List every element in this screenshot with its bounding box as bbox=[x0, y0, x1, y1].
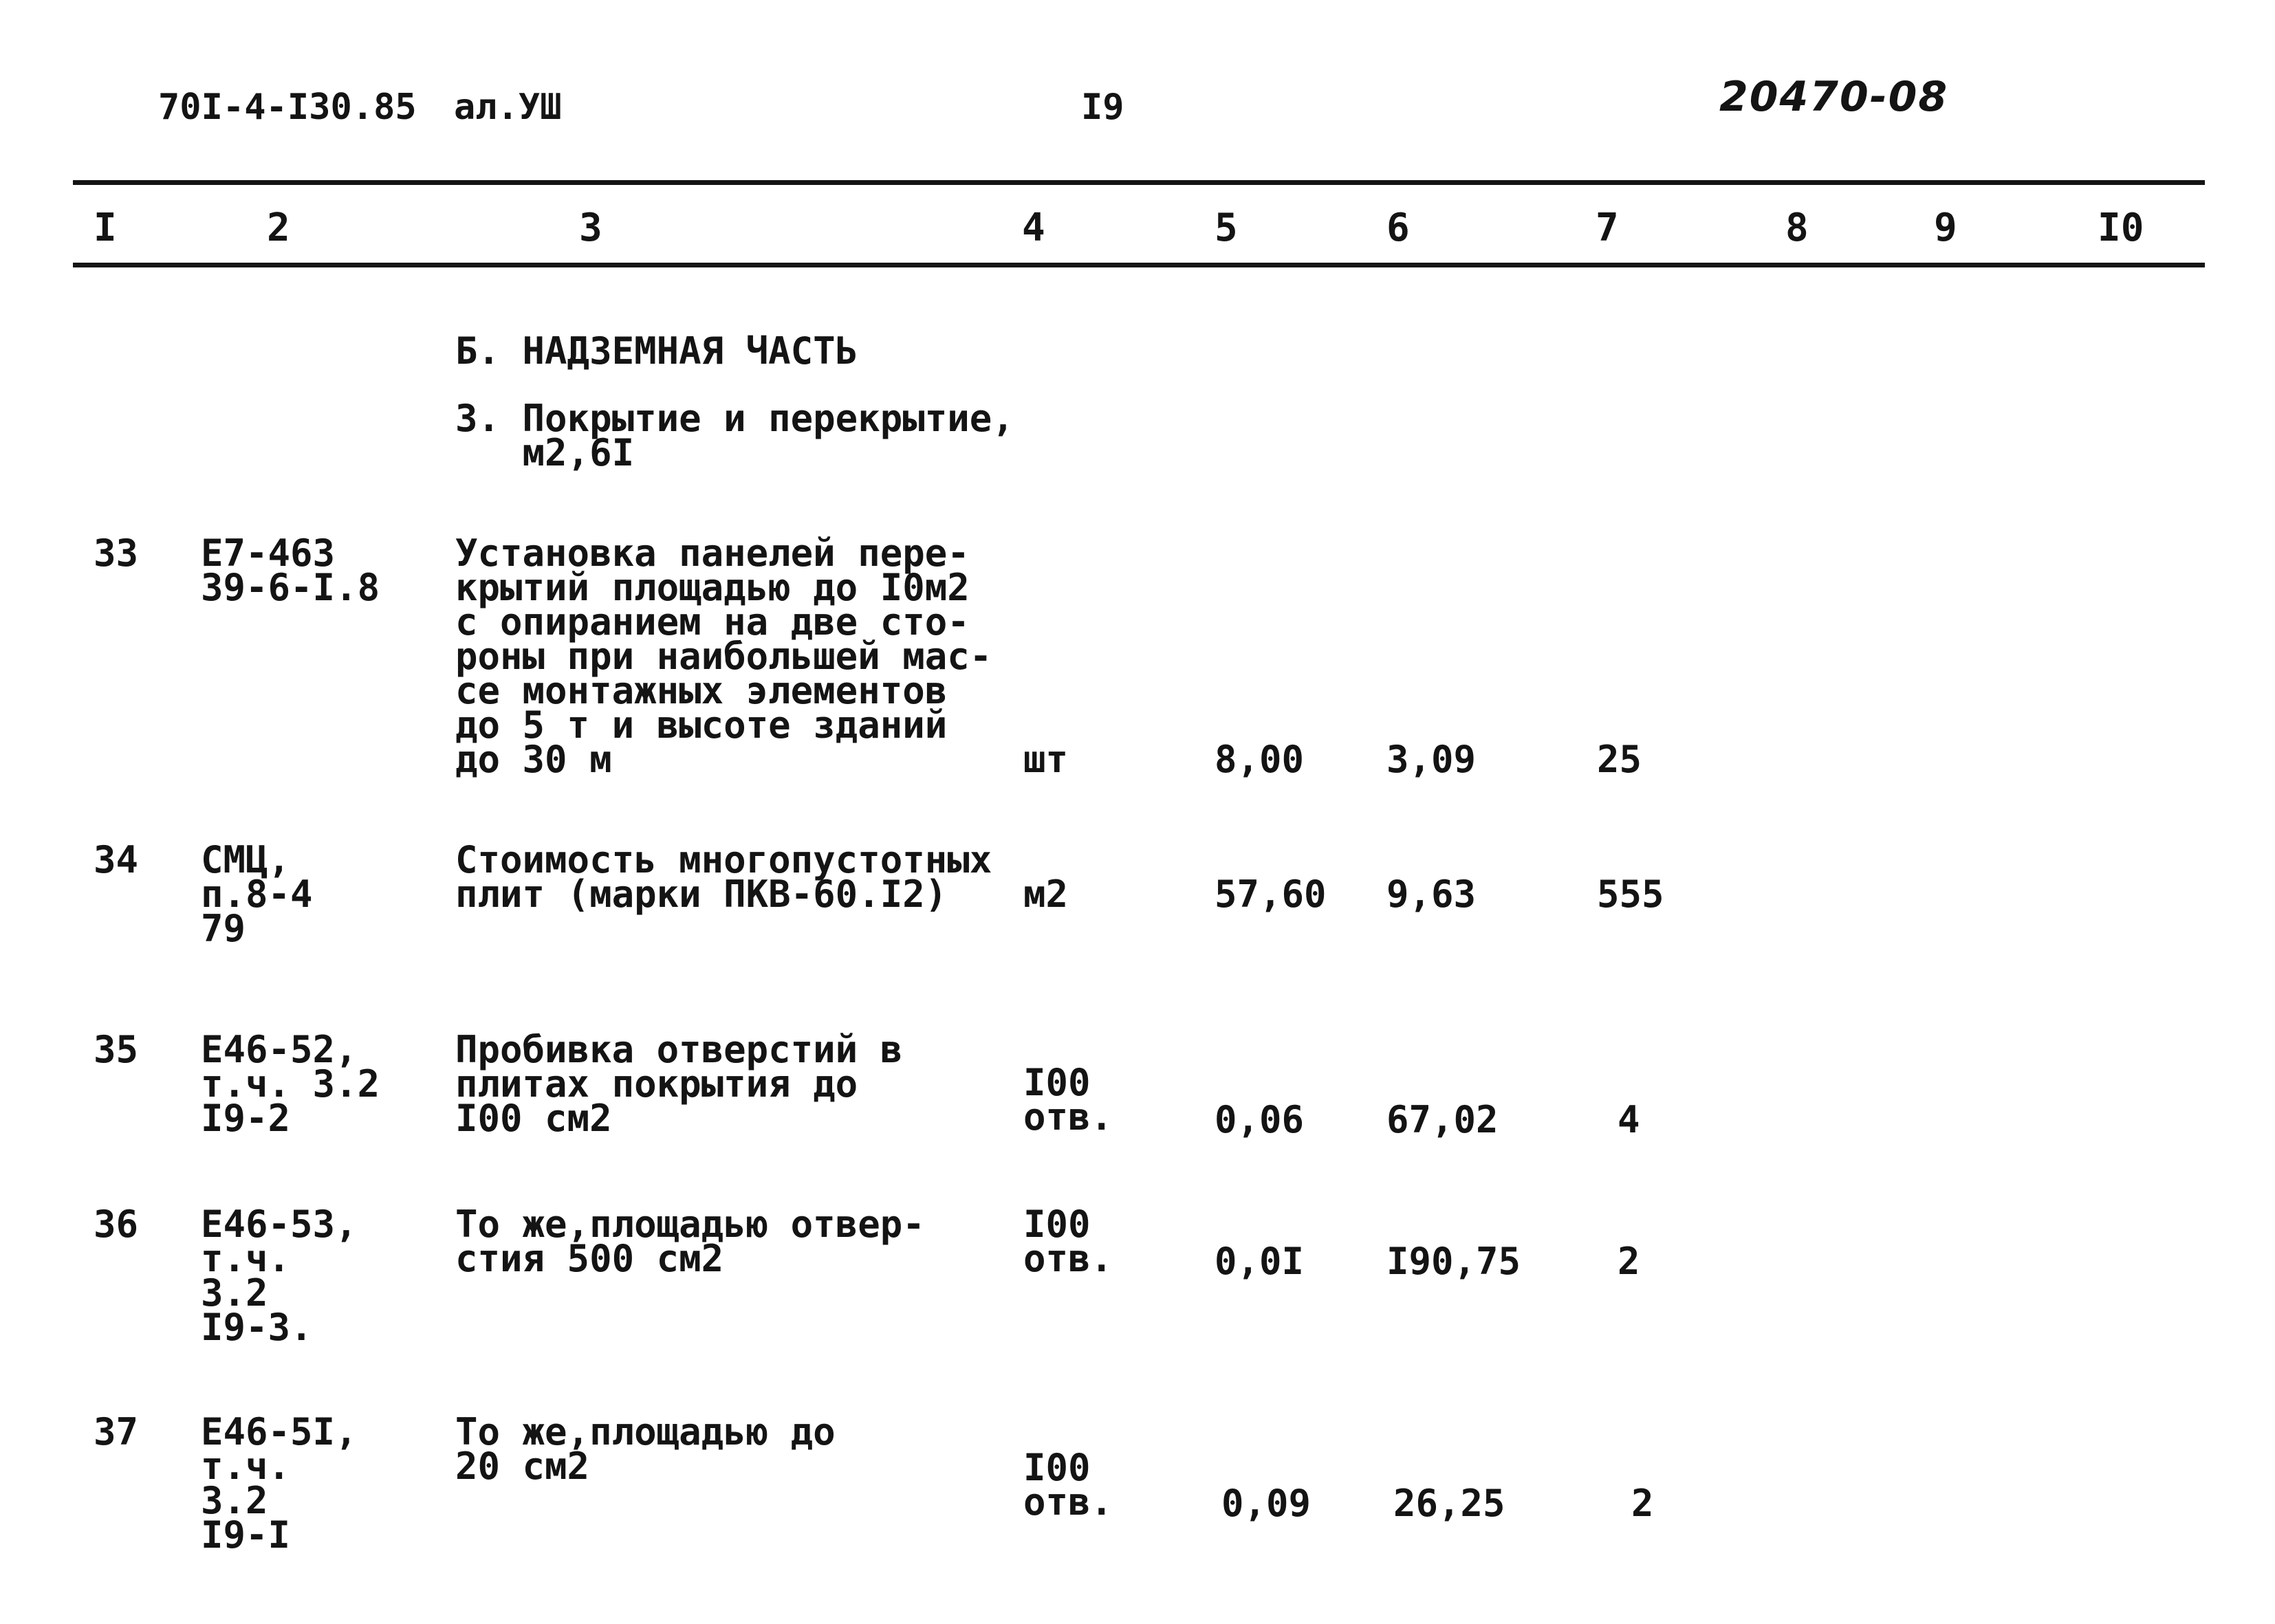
row-total: 555 bbox=[1597, 873, 1664, 916]
row-unit: I00 отв. bbox=[1023, 1203, 1113, 1280]
row-unit: шт bbox=[1023, 738, 1069, 781]
row-description: То же,площадью до 20 см2 bbox=[455, 1410, 836, 1488]
row-number: 34 bbox=[94, 838, 139, 881]
row-total: 25 bbox=[1597, 738, 1642, 781]
row-total: 2 bbox=[1618, 1240, 1640, 1283]
row-code: Е46-52, т.ч. 3.2 I9-2 bbox=[201, 1028, 380, 1140]
row-description: Стоимость многопустотных плит (марки ПКВ-60.I2) bbox=[455, 838, 992, 916]
row-number: 36 bbox=[94, 1203, 139, 1246]
row-unit: I00 отв. bbox=[1023, 1446, 1113, 1524]
col-number-5: 5 bbox=[1215, 206, 1238, 250]
row-price: 26,25 bbox=[1393, 1482, 1505, 1525]
table-row bbox=[0, 1203, 2275, 1349]
row-code: Е46-5I, т.ч. 3.2 I9-I bbox=[201, 1410, 358, 1557]
row-number: 35 bbox=[94, 1028, 139, 1071]
row-code: Е7-463 39-6-I.8 bbox=[201, 531, 380, 609]
table-row bbox=[0, 1410, 2275, 1557]
row-quantity: 0,06 bbox=[1215, 1098, 1305, 1141]
col-number-1: I bbox=[94, 206, 117, 250]
col-number-10: I0 bbox=[2098, 206, 2144, 250]
row-price: I90,75 bbox=[1386, 1240, 1521, 1283]
col-number-8: 8 bbox=[1785, 206, 1809, 250]
row-code: Е46-53, т.ч. 3.2 I9-3. bbox=[201, 1203, 358, 1349]
col-number-9: 9 bbox=[1934, 206, 1957, 250]
table-header-rule bbox=[73, 263, 2205, 267]
table-top-rule bbox=[73, 180, 2205, 185]
row-quantity: 57,60 bbox=[1215, 873, 1327, 916]
col-number-6: 6 bbox=[1386, 206, 1410, 250]
row-number: 33 bbox=[94, 531, 139, 575]
row-description: Установка панелей пере- крытий площадью до I0м2 с опиранием на две сто- роны при наибольшей мас- се монтажных элементов до 5 т и высоте зданий до 30 м bbox=[455, 531, 992, 781]
row-description: Пробивка отверстий в плитах покрытия до I00 см2 bbox=[455, 1028, 903, 1140]
doc-code: 70I-4-I30.85 bbox=[158, 87, 417, 128]
table-row bbox=[0, 838, 2275, 950]
section-subtitle: 3. Покрытие и перекрытие, м2,6I bbox=[455, 397, 1014, 474]
handwritten-number: 20470-08 bbox=[1719, 73, 1949, 121]
row-total: 2 bbox=[1631, 1482, 1654, 1525]
page-number: I9 bbox=[1081, 87, 1124, 128]
row-price: 9,63 bbox=[1386, 873, 1477, 916]
table-row bbox=[0, 531, 2275, 781]
col-number-3: 3 bbox=[579, 206, 602, 250]
row-price: 3,09 bbox=[1386, 738, 1477, 781]
row-unit: м2 bbox=[1023, 873, 1069, 916]
section-title: Б. НАДЗЕМНАЯ ЧАСТЬ bbox=[455, 329, 858, 373]
col-number-2: 2 bbox=[267, 206, 290, 250]
row-quantity: 0,09 bbox=[1221, 1482, 1311, 1525]
row-quantity: 0,0I bbox=[1215, 1240, 1305, 1283]
row-total: 4 bbox=[1618, 1098, 1640, 1141]
col-number-7: 7 bbox=[1596, 206, 1619, 250]
row-quantity: 8,00 bbox=[1215, 738, 1305, 781]
row-unit: I00 отв. bbox=[1023, 1061, 1113, 1139]
row-description: То же,площадью отвер- стия 500 см2 bbox=[455, 1203, 925, 1280]
row-number: 37 bbox=[94, 1410, 139, 1453]
col-number-4: 4 bbox=[1022, 206, 1045, 250]
album-label: ал.УШ bbox=[454, 87, 562, 128]
row-price: 67,02 bbox=[1386, 1098, 1499, 1141]
row-code: СМЦ, п.8-4 79 bbox=[201, 838, 313, 950]
